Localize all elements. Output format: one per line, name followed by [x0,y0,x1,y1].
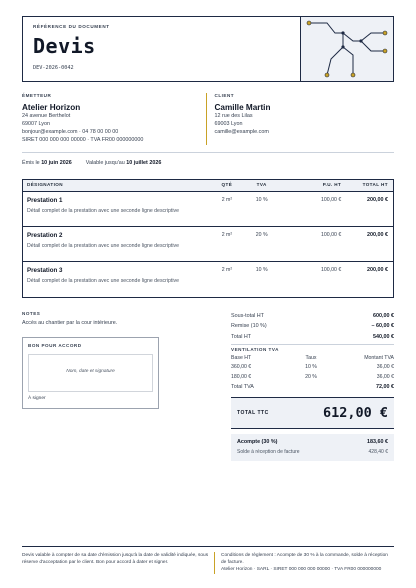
sign-status: À signer [28,395,46,401]
notes-text: Accès au chantier par la cour intérieure. [22,320,118,327]
client-block [206,93,395,145]
total-ht-label: Total HT [231,334,252,341]
discount-line [231,322,394,333]
deposit-value: 183,60 € [367,439,388,446]
issuer-address1: 24 avenue Berthelot [22,113,71,120]
item-name: Prestation 1 [27,196,63,204]
vat-base: 360,00 € [231,364,252,371]
item-total: 200,00 € [367,196,388,203]
col-tva: TVA [256,182,267,188]
item-qty: 2 m² [221,231,233,238]
vat-base-header: Base HT [231,354,252,361]
total-tva-label: Total TVA [231,383,254,390]
item-qty: 2 m² [221,266,233,273]
vat-base: 180,00 € [231,373,252,380]
footer-validity: Devis valable à compter de sa date d'émission jusqu'à la date de validité indiquée, sous réserve d'acceptation par le client. Bon pour accord à dater et signer. [22,553,209,566]
item-detail: Détail complet de la prestation avec une seconde ligne descriptive [27,243,179,250]
item-tva: 10 % [255,196,268,203]
item-pu: 100,00 € [321,266,342,273]
network-graphic [300,17,393,81]
issuer-label: ÉMETTEUR [22,93,52,98]
col-pu: P.U. HT [322,182,342,188]
valid-value: 10 juillet 2026 [126,159,162,166]
issuer-contact: bonjour@example.com · 04 78 00 00 00 [22,128,119,135]
doc-ref-label: RÉFÉRENCE DU DOCUMENT [33,24,110,29]
signature-area[interactable] [28,354,153,392]
client-email: camille@example.com [214,128,269,135]
network-lines-icon [301,17,394,81]
issued-date [22,160,72,167]
ttc-label: TOTAL TTC [237,409,269,416]
item-qty: 2 m² [221,196,233,203]
issued-value: 10 juin 2026 [41,159,72,166]
item-detail: Détail complet de la prestation avec une seconde ligne descriptive [27,278,179,285]
doc-number: DEV-2026-0042 [33,65,74,72]
vat-amount: 36,00 € [376,373,394,380]
header-info [23,17,300,81]
document-footer [22,546,394,574]
footer-terms [214,552,394,574]
subtotal-label: Sous-total HT [231,312,264,319]
item-total: 200,00 € [367,231,388,238]
balance-line [237,448,388,458]
balance-value: 428,40 € [368,449,388,456]
notes-label: NOTES [22,310,41,316]
item-tva: 10 % [255,266,268,273]
issuer-name: Atelier Horizon [22,103,81,113]
deposit-label: Acompte (30 %) [237,439,278,446]
total-ttc-box [231,397,394,429]
total-tva-line [231,382,394,392]
approval-box [22,337,159,409]
issuer-block [22,93,202,145]
item-detail: Détail complet de la prestation avec une seconde ligne descriptive [27,208,179,215]
table-row [23,192,393,227]
discount-value: – 60,00 € [371,323,394,330]
subtotal-line [231,311,394,322]
discount-label: Remise (10 %) [231,323,267,330]
item-total: 200,00 € [367,266,388,273]
page-title: Devis [33,34,96,59]
vat-rate-header: Taux [305,354,317,361]
footer-legal: Atelier Horizon · SARL · SIRET 000 000 000 00000 · TVA FR00 000000000 [221,567,382,573]
divider [22,152,394,153]
valid-date [86,160,162,167]
balance-label: Solde à réception de facture [237,449,300,456]
table-row [23,262,393,297]
totals-column [231,311,394,461]
col-qty: QTÉ [221,182,233,188]
vat-row [231,373,394,383]
total-ht-value: 540,00 € [373,334,394,341]
vat-amount: 36,00 € [376,364,394,371]
issuer-ids: SIRET 000 000 000 00000 · TVA FR00 000000000 [22,136,144,143]
footer-conditions: Conditions de règlement : Acompte de 30 % à la commande, solde à réception de facture. [221,553,388,566]
vat-row [231,363,394,373]
item-pu: 100,00 € [321,231,342,238]
total-ht-line [231,332,394,343]
table-header [23,180,393,192]
signature-placeholder: Nom, date et signature [66,369,115,375]
issuer-address2: 69007 Lyon [22,121,50,128]
items-table [22,179,394,298]
dates-line [22,160,394,167]
vat-header-row [231,353,394,363]
vat-rate: 20 % [305,373,317,380]
client-address1: 12 rue des Lilas [214,113,253,120]
notes-column [22,311,222,461]
parties [22,93,394,145]
deposit-line [237,438,388,448]
col-desc: DÉSIGNATION [27,182,63,188]
client-name: Camille Martin [214,103,271,113]
approval-label: BON POUR ACCORD [28,343,82,349]
item-tva: 20 % [255,231,268,238]
vat-breakdown-label: VENTILATION TVA [231,344,394,353]
client-address2: 69003 Lyon [214,121,243,128]
document-header [22,16,394,82]
item-pu: 100,00 € [321,196,342,203]
ttc-value: 612,00 € [322,405,388,422]
subtotal-value: 600,00 € [373,312,394,319]
deposit-box [231,434,394,461]
client-label: CLIENT [214,93,235,98]
valid-prefix: Valable jusqu'au [85,159,125,166]
lower-section [22,311,394,461]
total-tva-value: 72,00 € [376,383,394,390]
vat-amount-header: Montant TVA [364,354,394,361]
vat-rate: 10 % [305,364,317,371]
col-total: TOTAL HT [362,182,388,188]
table-row [23,227,393,262]
item-name: Prestation 2 [27,231,63,239]
issued-prefix: Émis le [22,159,40,166]
item-name: Prestation 3 [27,266,63,274]
